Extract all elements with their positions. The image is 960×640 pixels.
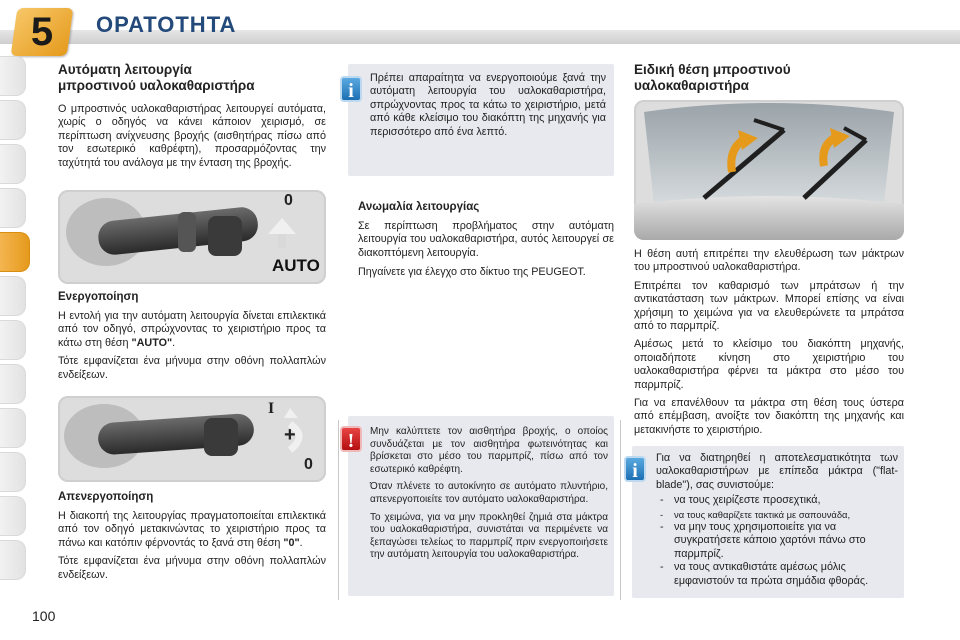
stalk-position-plus-label: + xyxy=(284,424,296,446)
chapter-tab[interactable] xyxy=(0,540,26,580)
flat-blade-list xyxy=(656,494,898,588)
warning-note-sensor xyxy=(348,416,614,596)
chapter-tab[interactable] xyxy=(0,452,26,492)
page-header xyxy=(0,0,960,52)
section-title-special-position: Ειδική θέση μπροστινού υαλοκαθαριστήρα xyxy=(634,62,791,93)
info-icon: i xyxy=(340,76,362,102)
stalk-position-auto-label: AUTO xyxy=(272,256,320,275)
deactivation-title: Απενεργοποίηση xyxy=(58,491,154,503)
deactivation-text: Η διακοπή της λειτουργίας πραγματοποιείται επιλεκτικά από τον οδηγό μετακινώντας το χειριστήριο προς τα πάνω και κατόπιν φέρνοντάς το ξανά στη θέση "0". xyxy=(58,510,326,549)
chapter-tab[interactable] xyxy=(0,320,26,360)
chapter-number: 5 xyxy=(30,10,54,54)
warning-note-content xyxy=(370,426,608,562)
special-position-text-4: Για να επανέλθουν τα μάκτρα στη θέση τους ύστερα από επέμβαση, ανοίξτε τον διακόπτη της μηχανής και μετακινήστε το χειριστήριο. xyxy=(634,397,904,436)
chapter-tab[interactable] xyxy=(0,496,26,536)
chapter-tab-active[interactable] xyxy=(0,232,30,272)
malfunction-section xyxy=(358,200,614,280)
column-divider xyxy=(338,420,339,600)
stalk-auto-figure xyxy=(58,190,326,284)
flat-blade-content xyxy=(656,452,898,588)
chapter-title: ΟΡΑΤΟΤΗΤΑ xyxy=(96,12,237,37)
list-item: - να τους καθαρίζετε τακτικά με σαπουνάδα, xyxy=(656,508,898,521)
stalk-position-one-label: I xyxy=(268,400,275,417)
section-title-auto-wiper: Αυτόματη λειτουργία μπροστινού υαλοκαθαριστήρα xyxy=(58,62,255,93)
chapter-tab[interactable] xyxy=(0,276,26,316)
chapter-tabs xyxy=(0,56,28,616)
warning-text-1: Μην καλύπτετε τον αισθητήρα βροχής, ο οποίος συνδυάζεται με τον αισθητήρα φωτεινότητας και βρίσκεται στο μέσο του παρμπρίζ, πίσω από τον εσωτερικό καθρέφτη. xyxy=(370,426,608,475)
left-column xyxy=(58,62,326,170)
chapter-tab[interactable] xyxy=(0,188,26,228)
warning-text-2: Όταν πλένετε το αυτοκίνητο σε αυτόματο πλυντήριο, απενεργοποιείτε τον αυτόματο υαλοκαθαριστήρα. xyxy=(370,481,608,505)
malfunction-title: Ανωμαλία λειτουργίας xyxy=(358,201,480,213)
warning-text-3: Το χειμώνα, για να μην προκληθεί ζημιά στα μάκτρα του υαλοκαθαριστήρα, συνιστάται να περιμένετε να ξεπαγώσει τελείως το παρμπρίζ πριν ενεργοποιήσετε την αυτόματη λειτουργία του υαλοκαθαριστήρα. xyxy=(370,511,608,561)
list-item: - να τους χειρίζεστε προσεχτικά, xyxy=(656,494,898,507)
info-note-reactivate xyxy=(348,64,614,176)
stalk-position-zero-label: 0 xyxy=(284,192,293,209)
auto-wiper-intro: Ο μπροστινός υαλοκαθαριστήρας λειτουργεί αυτόματα, χωρίς ο οδηγός να κάνει κάποιον χειρισμό, σε περίπτωση ανίχνευσης βροχής (αισθητήρας πίσω από τον εσωτερικό καθρέφτη), προσαρμόζοντας την ταχύτητά του ανάλογα με την ένταση της βροχής. xyxy=(58,103,326,169)
list-item: - να μην τους χρησιμοποιείτε για να συγκρατήσετε κάποιο χαρτόνι πάνω στο παρμπρίζ. xyxy=(656,521,898,561)
special-position-section xyxy=(634,248,904,437)
info-note-flat-blade xyxy=(632,446,904,598)
special-position-text-2: Επιτρέπει τον καθαρισμό των μπράτσων ή την αντικατάσταση των μάκτρων. Μπορεί επίσης να είναι χρήσιμη το χειμώνα για να ελευθερώνετε τα μπράτσα από το παρμπρίζ. xyxy=(634,279,904,333)
list-item: - να τους αντικαθιστάτε αμέσως μόλις εμφανιστούν τα πρώτα σημάδια φθοράς. xyxy=(656,561,898,588)
chapter-tab[interactable] xyxy=(0,144,26,184)
special-position-text-3: Αμέσως μετά το κλείσιμο του διακόπτη μηχανής, οποιαδήποτε κίνηση στο χειριστήριο του υαλοκαθαριστήρα φέρνει τα μάκτρα στο μέσο του παρμπρίζ. xyxy=(634,338,904,391)
page-number: 100 xyxy=(32,608,56,624)
chapter-tab[interactable] xyxy=(0,100,26,140)
info-icon: i xyxy=(624,456,646,482)
chapter-tab[interactable] xyxy=(0,56,26,96)
stalk-position-zero-label-2: 0 xyxy=(304,456,313,473)
column-divider xyxy=(620,420,621,600)
right-column-title xyxy=(634,62,904,94)
deactivation-message-text: Τότε εμφανίζεται ένα μήνυμα στην οθόνη πολλαπλών ενδείξεων. xyxy=(58,555,326,581)
malfunction-text: Σε περίπτωση προβλήματος στην αυτόματη λειτουργία του υαλοκαθαριστήρα, αυτός λειτουργεί σε διακοπτόμενη λειτουργία. xyxy=(358,220,614,259)
activation-title: Ενεργοποίηση xyxy=(58,291,139,303)
chapter-tab[interactable] xyxy=(0,408,26,448)
chapter-tab[interactable] xyxy=(0,364,26,404)
activation-message-text: Τότε εμφανίζεται ένα μήνυμα στην οθόνη πολλαπλών ενδείξεων. xyxy=(58,355,326,381)
activation-text: Η εντολή για την αυτόματη λειτουργία δίνεται επιλεκτικά από τον οδηγό, σπρώχνοντας το χειριστήριο προς τα κάτω στη θέση "AUTO". xyxy=(58,310,326,349)
stalk-deactivate-figure xyxy=(58,396,326,482)
malfunction-dealer-text: Πηγαίνετε για έλεγχο στο δίκτυο της PEUGEOT. xyxy=(358,266,586,279)
info-note-text: Πρέπει απαραίτητα να ενεργοποιούμε ξανά την αυτόματη λειτουργία του υαλοκαθαριστήρα, σπρώχνοντας προς τα κάτω το χειριστήριο, μετά από κάθε κλείσιμο του διακόπτη της μηχανής για περισσότερο από ένα λεπτό. xyxy=(370,72,606,138)
windshield-figure xyxy=(634,100,904,240)
windshield-wiper-illustration xyxy=(634,100,904,240)
warning-icon: ! xyxy=(340,426,362,452)
deactivation-section xyxy=(58,490,326,582)
special-position-text-1: Η θέση αυτή επιτρέπει την ελευθέρωση των μάκτρων του μπροστινού υαλοκαθαριστήρα. xyxy=(634,248,904,274)
flat-blade-intro: Για να διατηρηθεί η αποτελεσματικότητα των υαλοκαθαριστήρων με επίπεδα μάκτρα ("flat-blade"), σας συνιστούμε: xyxy=(656,452,898,491)
activation-section xyxy=(58,290,326,382)
